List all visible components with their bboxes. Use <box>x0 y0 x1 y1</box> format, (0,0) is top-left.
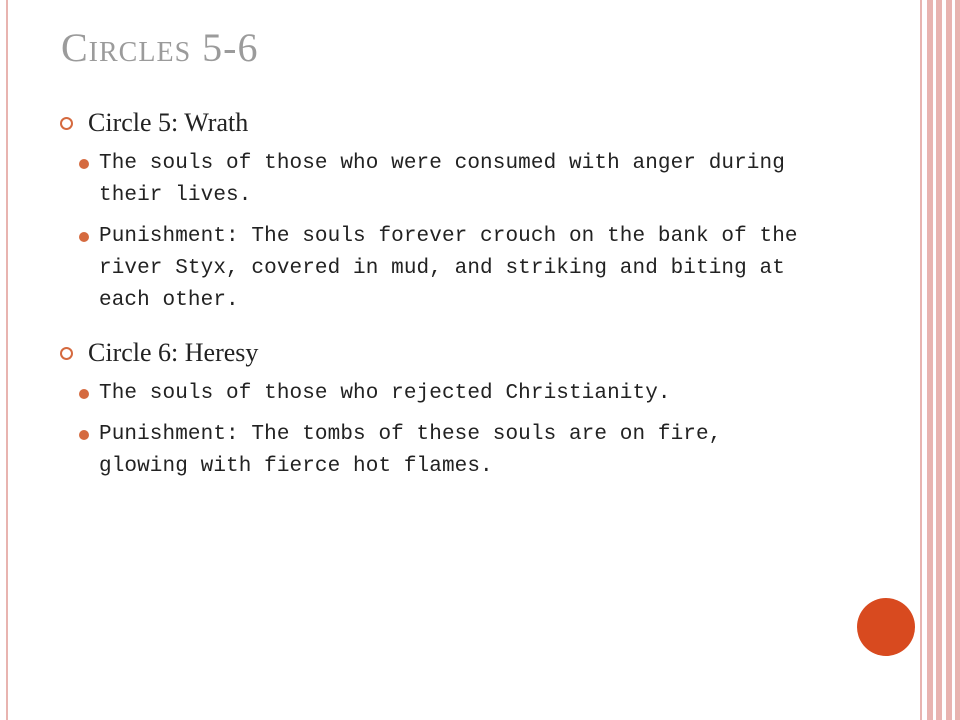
section-circle-5 <box>60 106 820 140</box>
bullet-text: Punishment: The tombs of these souls are on fire, glowing with fierce hot flames. <box>99 423 722 478</box>
bullet-text: The souls of those who were consumed with anger during their lives. <box>99 152 785 207</box>
list-item <box>60 221 820 317</box>
right-stripe <box>936 0 942 720</box>
right-stripe <box>927 0 933 720</box>
slide-title: Circles 5-6 <box>61 25 259 70</box>
right-stripe <box>946 0 952 720</box>
bullet-text: The souls of those who rejected Christianity. <box>99 382 671 405</box>
right-stripe <box>920 0 922 720</box>
list-item <box>60 378 820 410</box>
section-heading: Circle 6: Heresy <box>88 338 259 367</box>
decorative-circle <box>857 598 915 656</box>
dot-bullet-icon <box>79 159 89 169</box>
section-circle-6 <box>60 336 820 370</box>
dot-bullet-icon <box>79 232 89 242</box>
right-stripe <box>955 0 960 720</box>
ring-bullet-icon <box>60 347 73 360</box>
dot-bullet-icon <box>79 389 89 399</box>
bullet-list <box>60 378 820 483</box>
bullet-text: Punishment: The souls forever crouch on the bank of the river Styx, covered in mud, and striking and biting at each other. <box>99 225 798 312</box>
bullet-list <box>60 148 820 317</box>
ring-bullet-icon <box>60 117 73 130</box>
slide-content <box>60 106 820 492</box>
list-item <box>60 148 820 212</box>
left-frame-line <box>6 0 8 720</box>
section-heading: Circle 5: Wrath <box>88 108 249 137</box>
dot-bullet-icon <box>79 430 89 440</box>
list-item <box>60 419 820 483</box>
